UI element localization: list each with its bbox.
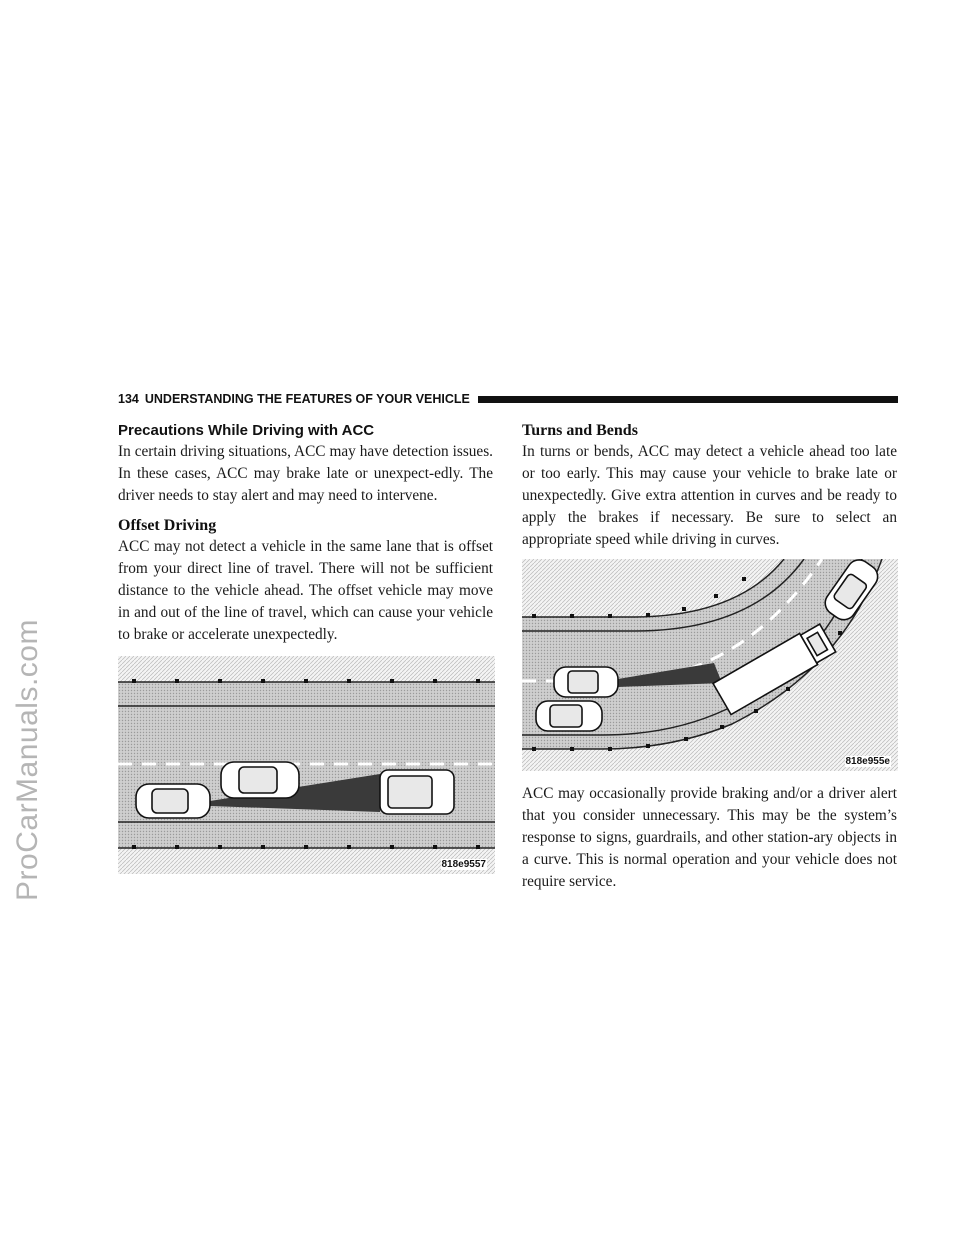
turns-bends-illustration <box>522 559 897 771</box>
offset-driving-drawing <box>118 656 495 874</box>
watermark <box>6 500 50 1020</box>
figure-code-right: 818e955e <box>845 756 890 767</box>
acc-braking-text: ACC may occasionally provide braking and/or a driver alert that you consider unnecessary. This may be the system’s response to signs, guardrails, and other station-ary objects in a curve. This is normal operation and your vehicle does not require service. <box>522 785 897 890</box>
page-number: 134 <box>118 392 139 406</box>
turns-bends-text: In turns or bends, ACC may detect a vehicle ahead too late or too early. This may cause your vehicle to brake late or unexpectedly. Give extra attention in curves and be ready to apply the brakes if necessary. Be sure to select an appropriate speed while driving in curves. <box>522 443 897 548</box>
precautions-intro: In certain driving situations, ACC may have detection issues. In these cases, ACC may brake late or unexpect-edly. The driver needs to stay alert and may need to intervene. <box>118 443 493 504</box>
turns-bends-heading: Turns and Bends <box>522 422 638 439</box>
precautions-heading: Precautions While Driving with ACC <box>118 422 375 439</box>
section-title: UNDERSTANDING THE FEATURES OF YOUR VEHICLE <box>144 392 470 406</box>
turns-bends-drawing <box>522 559 898 771</box>
offset-driving-heading: Offset Driving <box>118 517 217 534</box>
offset-driving-illustration <box>118 656 493 874</box>
header-rule <box>478 396 898 403</box>
page-header <box>118 390 898 408</box>
figure-code-left: 818e9557 <box>441 859 486 870</box>
watermark-text: ProCarManuals.com <box>11 619 44 901</box>
left-column <box>118 418 493 874</box>
offset-driving-text: ACC may not detect a vehicle in the same lane that is offset from your direct line of travel. There will not be sufficient distance to the vehicle ahead. The offset vehicle may move in and out of the line of travel, which can cause your vehicle to brake or accelerate unexpectedly. <box>118 538 493 643</box>
right-column <box>522 418 897 893</box>
